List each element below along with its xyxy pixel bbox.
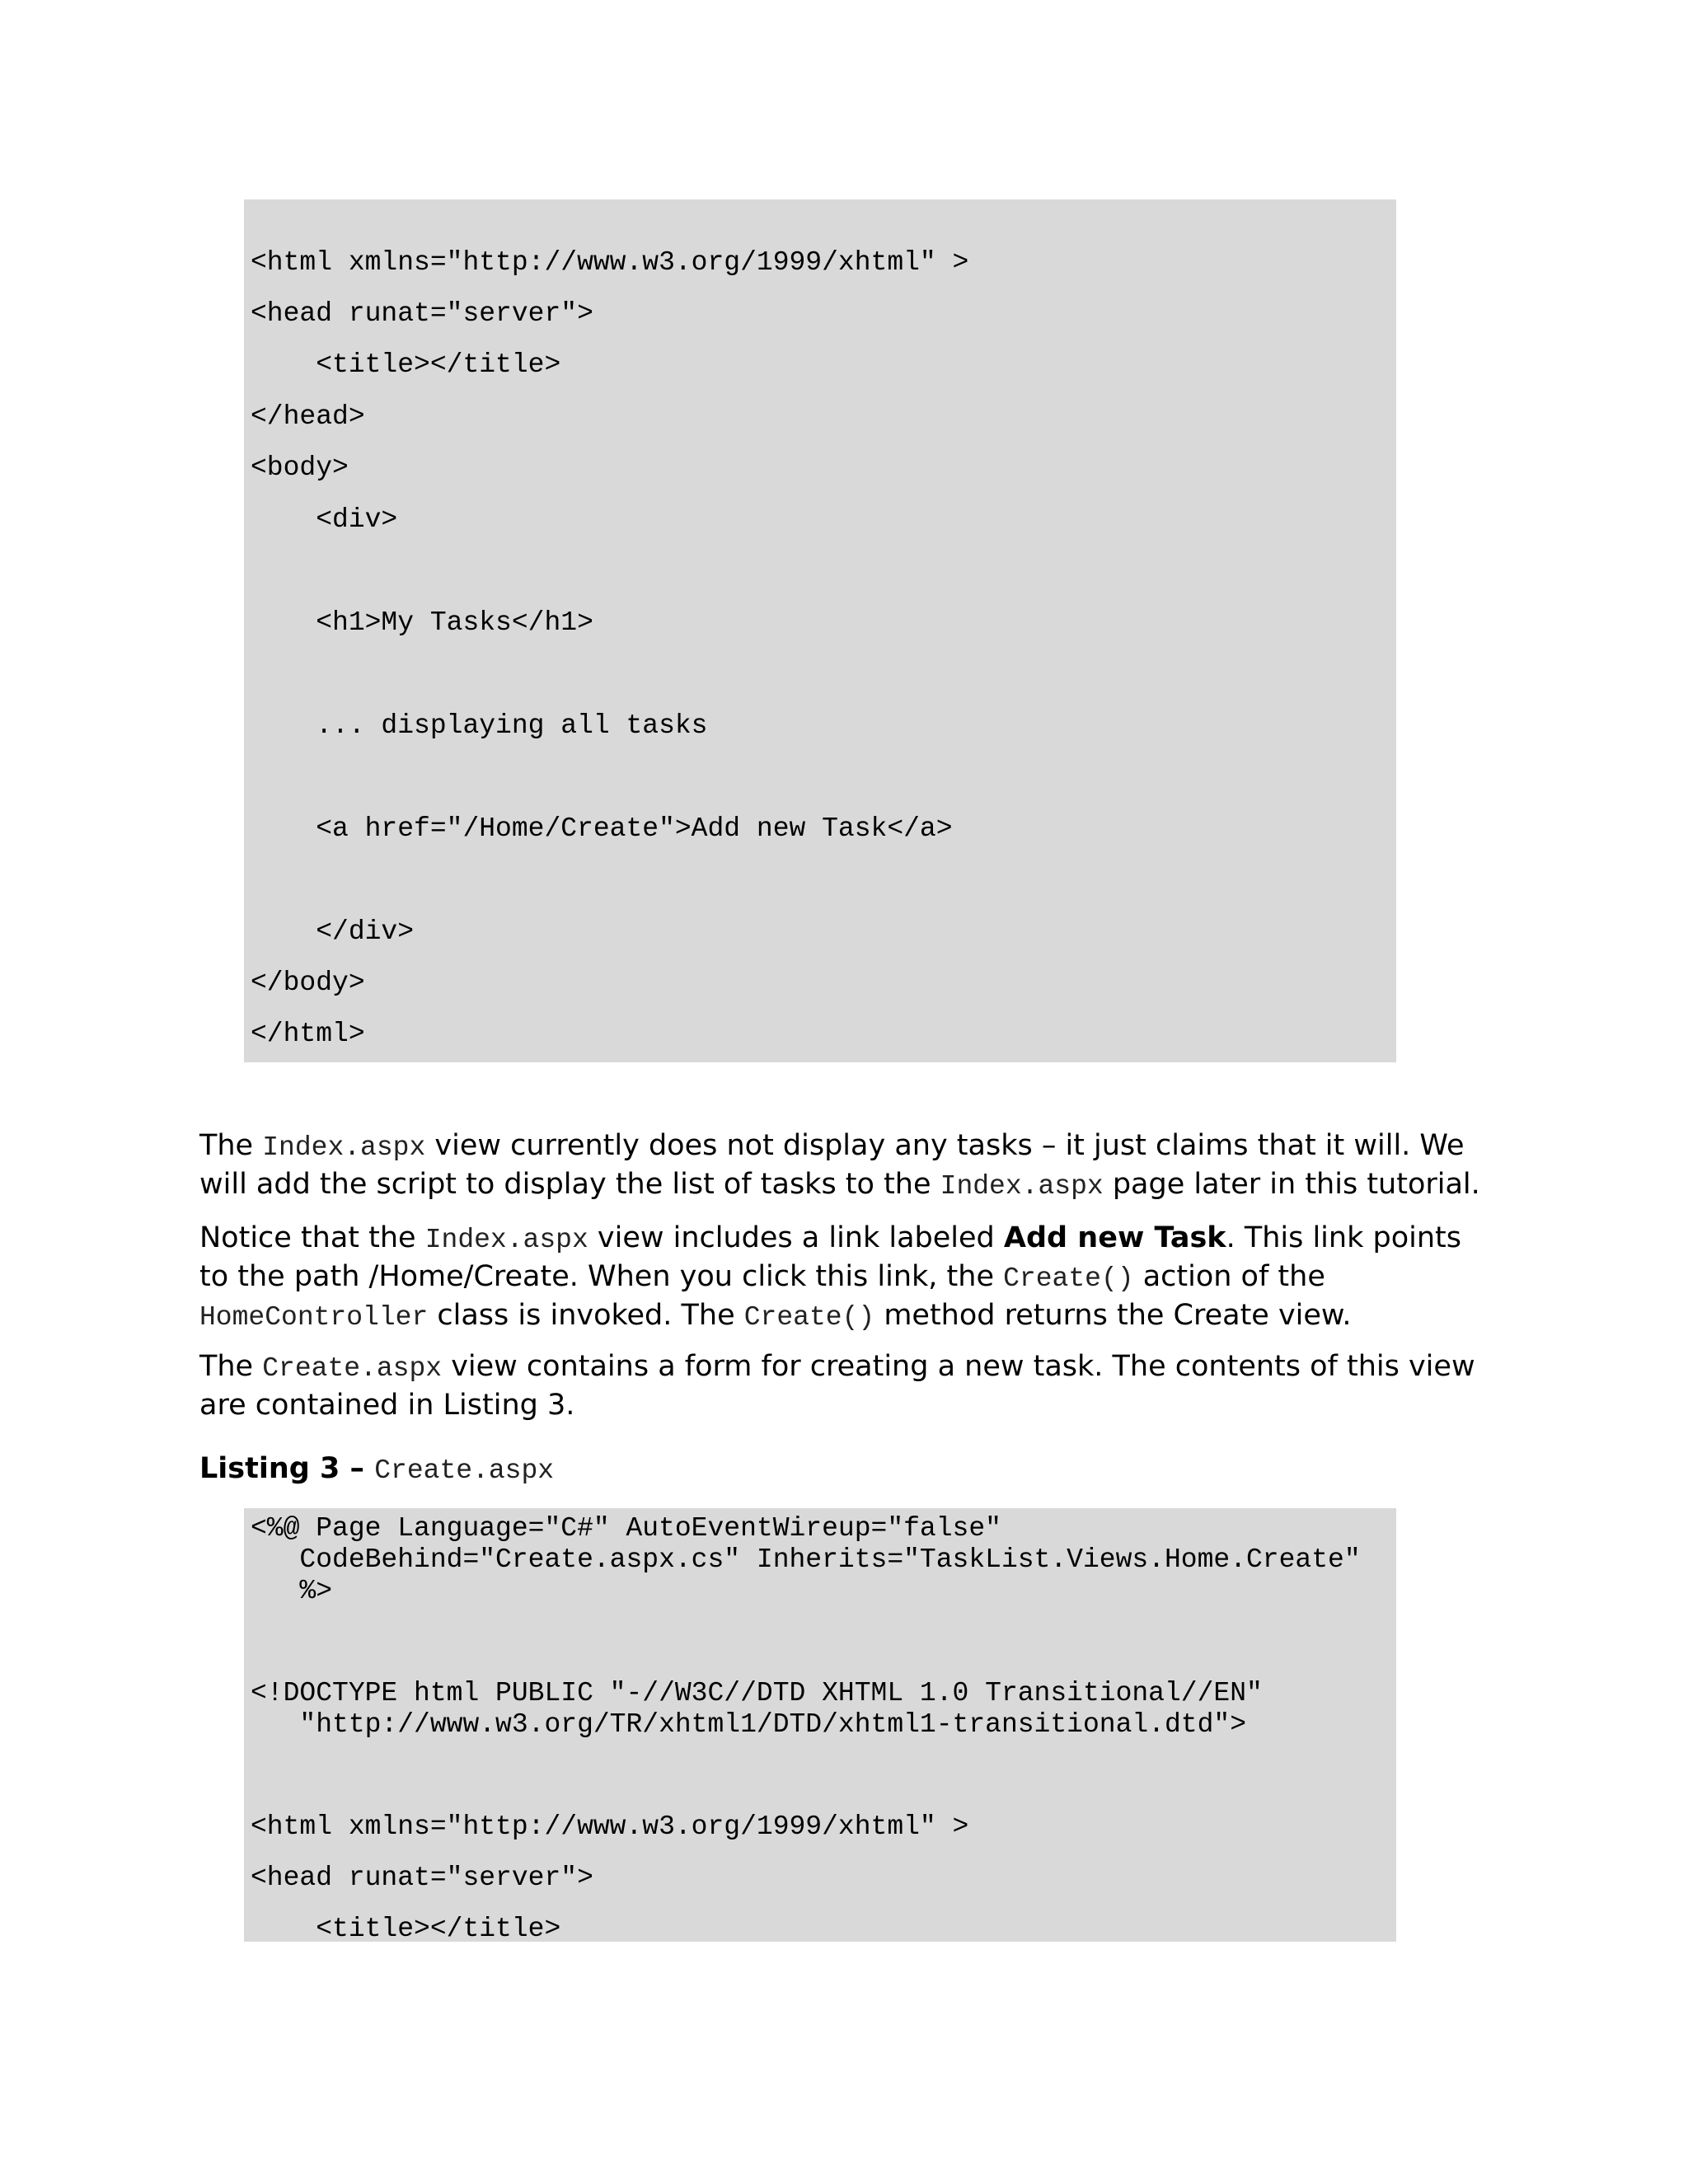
text: Notice that the [199, 1221, 425, 1254]
code-line: </div> [251, 916, 415, 947]
code-inline: Create.aspx [262, 1353, 443, 1384]
text: action of the [1133, 1260, 1325, 1293]
code-line: <h1>My Tasks</h1> [251, 607, 593, 638]
text: . This link points to the path /Home/Create. When you click this link, the [199, 1221, 1461, 1293]
listing-heading [199, 1451, 554, 1489]
text: The [199, 1129, 263, 1162]
code-inline: Create() [743, 1302, 875, 1333]
code-line: ... displaying all tasks [251, 710, 708, 741]
code-line: <body> [251, 452, 349, 483]
code-line: <!DOCTYPE html PUBLIC "-//W3C//DTD XHTML 1.0 Transitional//EN" [251, 1678, 1263, 1708]
code-inline: Create() [1003, 1263, 1134, 1294]
code-listing-create [244, 1508, 1396, 1942]
code-line: <title></title> [251, 349, 561, 380]
code-line: <%@ Page Language="C#" AutoEventWireup="false" [251, 1513, 1001, 1544]
text: method returns the Create view. [874, 1299, 1352, 1332]
text: class is invoked. The [428, 1299, 744, 1332]
bold-label: Add new Task [1003, 1221, 1226, 1254]
code-listing-index [244, 199, 1396, 1062]
paragraph-create-view [199, 1348, 1485, 1423]
code-inline: Index.aspx [262, 1132, 426, 1163]
text: The [199, 1350, 263, 1383]
code-line: CodeBehind="Create.aspx.cs" Inherits="TaskList.Views.Home.Create" [251, 1544, 1361, 1575]
text: view contains a form for creating a new task. The contents of this view are contained in Listing 3. [199, 1350, 1475, 1422]
paragraph-index-view [199, 1127, 1485, 1205]
listing-label: Listing 3 – [199, 1452, 375, 1485]
code-line: <head runat="server"> [251, 1863, 593, 1893]
code-line: "http://www.w3.org/TR/xhtml1/DTD/xhtml1-transitional.dtd"> [251, 1709, 1246, 1740]
text: view includes a link labeled [588, 1221, 1004, 1254]
paragraph-add-new-task [199, 1220, 1485, 1336]
code-inline: Index.aspx [940, 1171, 1104, 1202]
code-line: <html xmlns="http://www.w3.org/1999/xhtml" > [251, 1811, 969, 1842]
code-line: </head> [251, 401, 365, 432]
code-inline: HomeController [199, 1302, 429, 1333]
code-inline: Index.aspx [424, 1225, 588, 1255]
code-line: </html> [251, 1019, 365, 1049]
text: page later in this tutorial. [1103, 1168, 1480, 1201]
code-line: <div> [251, 504, 398, 535]
code-line: <title></title> [251, 1914, 561, 1944]
code-line: %> [251, 1576, 333, 1606]
code-line: <html xmlns="http://www.w3.org/1999/xhtml" > [251, 247, 969, 278]
listing-filename: Create.aspx [374, 1455, 555, 1486]
text: view currently does not display any tasks – it just claims that it will. We will add the script to display the list of tasks to the [199, 1129, 1465, 1201]
code-line: </body> [251, 968, 365, 998]
code-line: <a href="/Home/Create">Add new Task</a> [251, 813, 953, 844]
code-line: <head runat="server"> [251, 298, 593, 329]
